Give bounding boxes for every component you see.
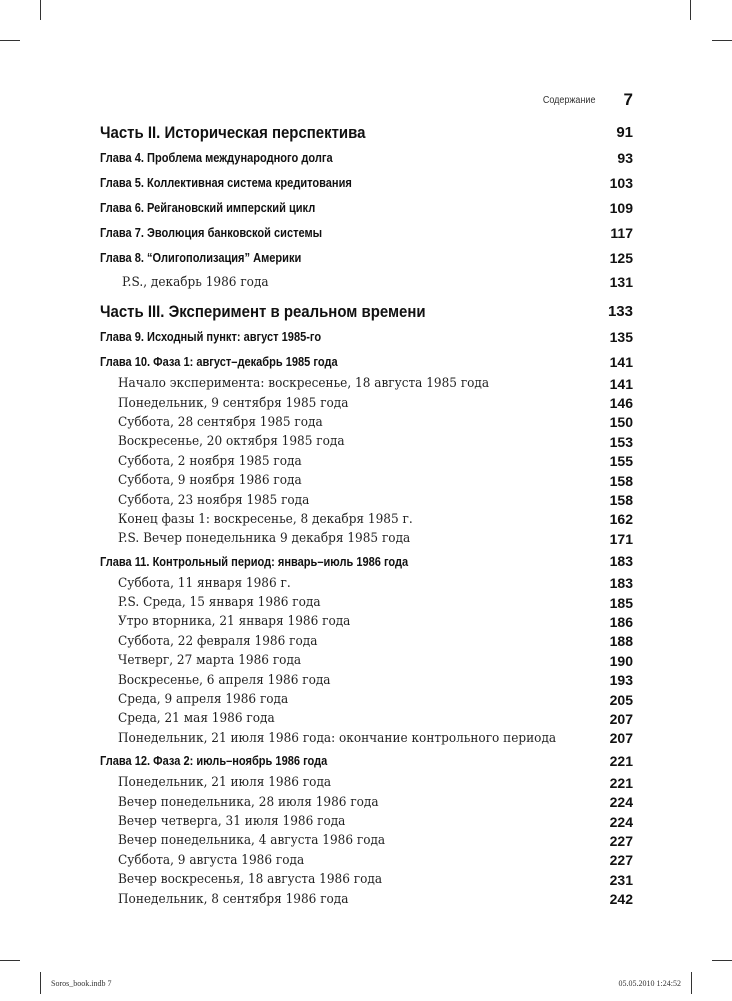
toc-entry-title: Часть II. Историческая перспектива — [100, 122, 366, 142]
toc-entry — [100, 170, 633, 195]
toc-entry-page: 91 — [616, 124, 633, 141]
toc-entry — [100, 145, 633, 170]
toc-entry-title: Понедельник, 21 июля 1986 года — [118, 775, 332, 791]
toc-entry-page: 227 — [609, 852, 633, 869]
toc-entry-title: Вечер понедельника, 4 августа 1986 года — [118, 833, 386, 849]
toc-entry-title: Часть III. Эксперимент в реальном времени — [100, 301, 426, 321]
toc-entry-page: 155 — [609, 453, 633, 470]
toc-entry-page: 158 — [609, 492, 633, 509]
toc-entry — [100, 612, 633, 631]
toc-entry-title: Глава 10. Фаза 1: август–декабрь 1985 года — [100, 354, 338, 369]
toc-entry-title: Суббота, 11 января 1986 г. — [118, 575, 291, 591]
toc-entry — [100, 690, 633, 709]
toc-entry — [100, 349, 633, 374]
toc-entry-page: 131 — [609, 274, 633, 290]
toc-entry-page: 185 — [609, 594, 633, 611]
toc-entry-page: 141 — [609, 375, 633, 392]
toc-entry-title: Вечер понедельника, 28 июля 1986 года — [118, 794, 379, 810]
toc-entry-title: P.S., декабрь 1986 года — [122, 274, 269, 290]
table-of-contents — [100, 120, 633, 909]
toc-entry-title: Глава 9. Исходный пункт: август 1985-го — [100, 329, 322, 344]
toc-entry-page: 224 — [609, 813, 633, 830]
crop-mark — [40, 0, 41, 20]
toc-entry-page: 125 — [609, 249, 633, 266]
toc-entry — [100, 792, 633, 811]
crop-mark — [0, 40, 20, 41]
crop-mark — [712, 40, 732, 41]
toc-entry — [100, 870, 633, 889]
toc-entry — [100, 432, 633, 451]
toc-entry-page: 93 — [617, 149, 633, 166]
toc-entry — [100, 452, 633, 471]
toc-entry-page: 183 — [609, 575, 633, 592]
toc-entry-page: 141 — [609, 353, 633, 370]
toc-entry-page: 117 — [610, 224, 633, 241]
toc-entry-page: 158 — [609, 472, 633, 489]
crop-mark — [712, 960, 732, 961]
toc-entry-title: Глава 6. Рейгановский имперский цикл — [100, 200, 316, 215]
toc-entry-page: 183 — [609, 553, 633, 570]
crop-mark — [690, 0, 691, 20]
toc-entry — [100, 729, 633, 748]
toc-entry — [100, 471, 633, 490]
toc-entry-title: Суббота, 28 сентября 1985 года — [118, 414, 323, 430]
toc-entry-title: Суббота, 9 ноября 1986 года — [118, 473, 302, 489]
toc-entry-title: Среда, 21 мая 1986 года — [118, 711, 275, 727]
toc-entry-title: Конец фазы 1: воскресенье, 8 декабря 1985 г. — [118, 511, 413, 527]
toc-entry — [100, 324, 633, 349]
toc-entry — [100, 270, 633, 294]
toc-entry — [100, 773, 633, 792]
toc-entry-title: Глава 11. Контрольный период: январь–июль 1986 года — [100, 553, 409, 569]
toc-entry-title: Понедельник, 21 июля 1986 года: окончание контрольного периода — [118, 730, 557, 746]
toc-entry-page: 193 — [609, 672, 633, 689]
toc-entry — [100, 490, 633, 509]
toc-entry-page: 162 — [609, 511, 633, 528]
toc-entry-page: 207 — [609, 730, 633, 747]
running-header — [100, 90, 633, 110]
toc-entry-page: 171 — [609, 530, 633, 547]
toc-entry — [100, 413, 633, 432]
toc-entry-page: 153 — [609, 433, 633, 450]
toc-entry-title: Глава 12. Фаза 2: июль–ноябрь 1986 года — [100, 753, 328, 769]
toc-entry-title: Утро вторника, 21 января 1986 года — [118, 614, 351, 630]
toc-entry — [100, 529, 633, 548]
toc-entry-title: Суббота, 23 ноября 1985 года — [118, 492, 310, 508]
toc-entry-title: Глава 4. Проблема международного долга — [100, 150, 333, 165]
toc-entry-title: Вечер воскресенья, 18 августа 1986 года — [118, 872, 383, 888]
toc-entry-page: 205 — [609, 691, 633, 708]
toc-entry — [100, 245, 633, 270]
toc-entry-page: 224 — [609, 794, 633, 811]
toc-entry-title: Глава 8. “Олигополизация” Америки — [100, 250, 302, 265]
toc-entry-page: 231 — [609, 871, 633, 888]
running-header-title: Содержание — [542, 95, 595, 106]
toc-entry — [100, 510, 633, 529]
toc-entry-page: 103 — [609, 174, 633, 191]
toc-entry-page: 135 — [609, 328, 633, 345]
toc-entry — [100, 748, 633, 773]
print-slug — [40, 972, 692, 994]
toc-entry-title: Четверг, 27 марта 1986 года — [118, 653, 302, 669]
toc-entry — [100, 651, 633, 670]
toc-entry-title: P.S. Среда, 15 января 1986 года — [118, 595, 321, 611]
toc-entry-title: Вечер четверга, 31 июля 1986 года — [118, 814, 346, 829]
toc-entry — [100, 195, 633, 220]
toc-entry-title: P.S. Вечер понедельника 9 декабря 1985 года — [118, 531, 411, 547]
toc-entry-page: 227 — [609, 832, 633, 849]
toc-entry-page: 221 — [609, 752, 633, 769]
toc-entry — [100, 574, 633, 593]
toc-entry — [100, 120, 633, 145]
toc-entry — [100, 632, 633, 651]
slug-filename: Soros_book.indb 7 — [51, 979, 112, 988]
toc-entry — [100, 851, 633, 870]
toc-entry — [100, 549, 633, 574]
slug-timestamp: 05.05.2010 1:24:52 — [618, 979, 681, 988]
toc-entry-page: 186 — [609, 613, 633, 630]
toc-entry — [100, 709, 633, 728]
page-number: 7 — [623, 90, 633, 109]
toc-entry — [100, 593, 633, 612]
toc-entry-page: 188 — [609, 633, 633, 650]
toc-entry-title: Глава 5. Коллективная система кредитования — [100, 175, 352, 190]
toc-entry — [100, 889, 633, 908]
toc-entry-page: 109 — [609, 199, 633, 216]
toc-entry-page: 207 — [609, 710, 633, 727]
toc-entry-title: Суббота, 2 ноября 1985 года — [118, 453, 302, 469]
toc-entry — [100, 831, 633, 850]
toc-entry-page: 150 — [609, 414, 633, 431]
toc-entry-title: Глава 7. Эволюция банковской системы — [100, 225, 323, 240]
toc-entry-title: Воскресенье, 6 апреля 1986 года — [118, 672, 331, 688]
toc-entry — [100, 299, 633, 324]
toc-entry-title: Воскресенье, 20 октября 1985 года — [118, 434, 345, 450]
toc-entry-page: 221 — [609, 774, 633, 791]
toc-entry-title: Понедельник, 8 сентября 1986 года — [118, 891, 349, 907]
toc-entry — [100, 812, 633, 831]
toc-entry-title: Суббота, 9 августа 1986 года — [118, 852, 305, 868]
toc-entry — [100, 393, 633, 412]
toc-entry — [100, 374, 633, 393]
toc-entry — [100, 220, 633, 245]
crop-mark — [0, 960, 20, 961]
toc-entry-title: Начало эксперимента: воскресенье, 18 августа 1985 года — [118, 376, 490, 392]
toc-entry-page: 146 — [609, 395, 633, 412]
toc-entry-page: 242 — [609, 891, 633, 908]
toc-entry-title: Понедельник, 9 сентября 1985 года — [118, 395, 349, 411]
toc-entry-page: 133 — [607, 303, 633, 320]
toc-entry-title: Среда, 9 апреля 1986 года — [118, 692, 289, 708]
toc-entry-title: Суббота, 22 февраля 1986 года — [118, 633, 318, 649]
toc-entry-page: 190 — [609, 652, 633, 669]
toc-entry — [100, 670, 633, 689]
